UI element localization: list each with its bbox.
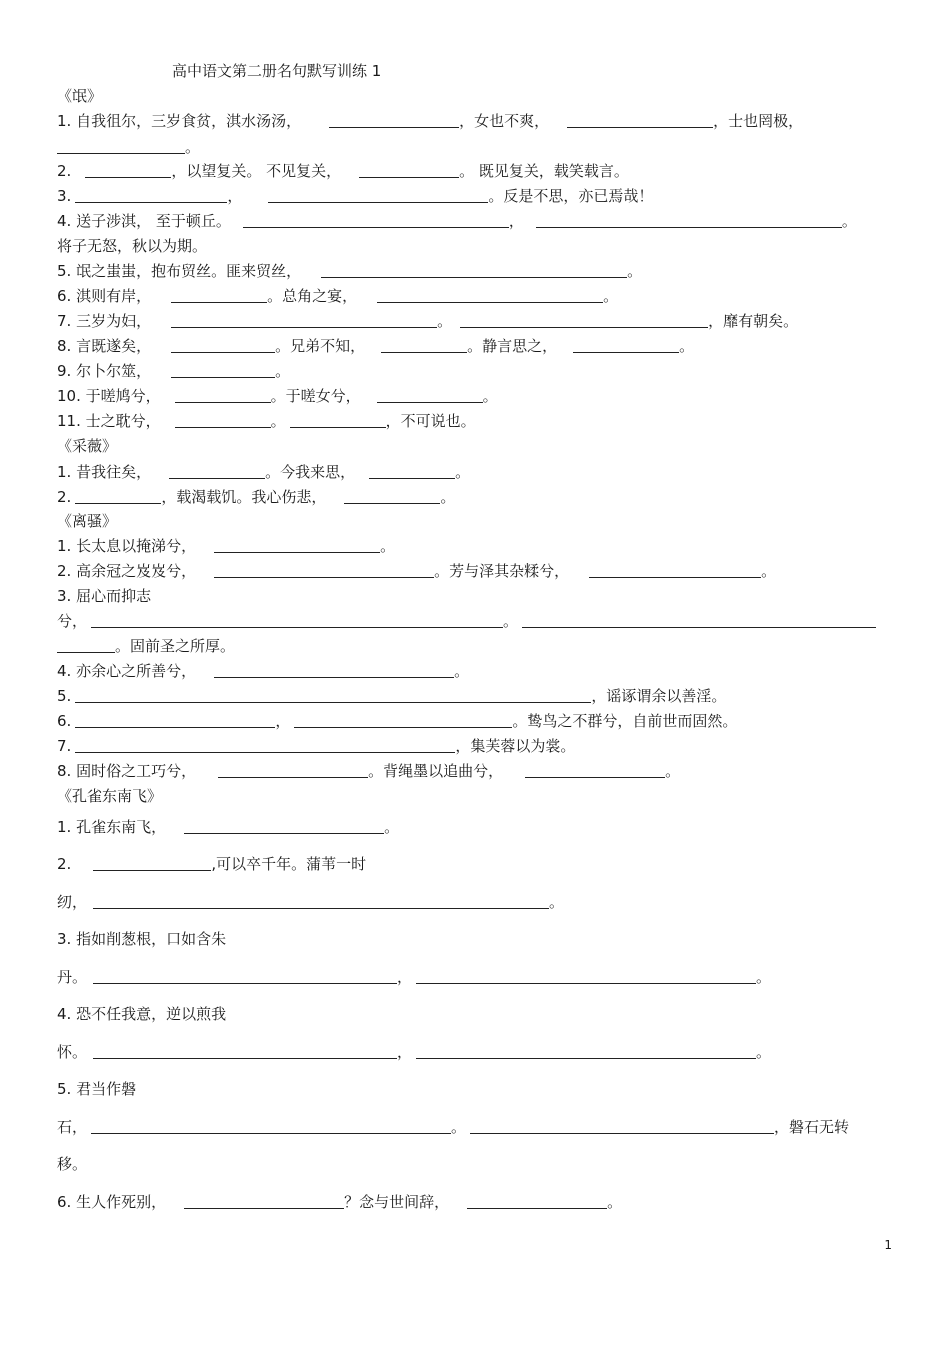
question-text: 10. 于嗟鸠兮， (57, 387, 161, 405)
question-line (57, 585, 900, 607)
answer-blank[interactable] (85, 156, 171, 178)
question-text: ， (397, 968, 413, 986)
answer-blank[interactable] (91, 606, 503, 628)
answer-blank[interactable] (536, 206, 842, 228)
page-number (884, 1238, 892, 1252)
answer-blank[interactable] (369, 457, 455, 479)
question-text: 6. 生人作死别， (57, 1193, 167, 1211)
question-line (57, 136, 900, 158)
answer-blank[interactable] (184, 812, 384, 834)
question-text: ,可以卒千年。蒲苇一时 (211, 855, 367, 873)
question-line (57, 1116, 900, 1138)
question-text: 1. 自我徂尔，三岁食贫，淇水汤汤， (57, 112, 302, 130)
answer-blank[interactable] (75, 731, 455, 753)
answer-blank[interactable] (243, 206, 509, 228)
question-text: 8. 言既遂矣， (57, 337, 152, 355)
question-text: 。于嗟女兮， (270, 387, 361, 405)
section-heading (57, 510, 900, 532)
question-line (57, 335, 900, 357)
question-line (57, 735, 900, 757)
answer-blank[interactable] (214, 656, 454, 678)
question-text: 高中语文第二册名句默写训练 1 (172, 62, 382, 80)
question-text: 。 (756, 968, 772, 986)
answer-blank[interactable] (93, 887, 549, 909)
question-line (57, 610, 900, 632)
question-line (57, 1153, 900, 1175)
question-line (57, 210, 900, 232)
question-text: ，集芙蓉以为裳。 (455, 737, 576, 755)
question-line (57, 110, 900, 132)
question-text: 7. (57, 737, 72, 755)
answer-blank[interactable] (171, 306, 437, 328)
question-text: 。 (275, 362, 291, 380)
question-text: ，女也不爽， (459, 112, 550, 130)
question-text: 。 (455, 463, 471, 481)
question-text: 。 (380, 537, 396, 555)
question-text: ，靡有朝矣。 (708, 312, 799, 330)
answer-blank[interactable] (344, 482, 440, 504)
question-text: 纫， (57, 893, 88, 911)
question-text: ，载渴载饥。我心伤悲， (161, 488, 327, 506)
question-text: 兮， (57, 612, 88, 630)
question-line (57, 928, 900, 950)
answer-blank[interactable] (75, 706, 275, 728)
question-text: 。鸷鸟之不群兮，自前世而固然。 (512, 712, 738, 730)
answer-blank[interactable] (184, 1187, 344, 1209)
question-text: 《孔雀东南飞》 (57, 787, 163, 805)
question-text: 2. (57, 488, 72, 506)
question-text: ， (227, 187, 243, 205)
question-text: 6. (57, 712, 72, 730)
answer-blank[interactable] (416, 1037, 756, 1059)
question-line (57, 1191, 900, 1213)
answer-blank[interactable] (381, 331, 467, 353)
answer-blank[interactable] (359, 156, 459, 178)
question-line (57, 710, 900, 732)
question-text: 4. 送子涉淇， 至于顿丘。 (57, 212, 231, 230)
question-text: 4. 恐不任我意，逆以煎我 (57, 1005, 227, 1023)
question-text: 丹。 (57, 968, 88, 986)
answer-blank[interactable] (470, 1112, 774, 1134)
question-line (57, 285, 900, 307)
question-text: 《采薇》 (57, 437, 118, 455)
answer-blank[interactable] (460, 306, 708, 328)
question-text: 5. 君当作磐 (57, 1080, 137, 1098)
question-text: ，磐石无转 (774, 1118, 850, 1136)
question-line (57, 760, 900, 782)
question-line (57, 966, 900, 988)
question-line (57, 685, 900, 707)
answer-blank[interactable] (214, 531, 380, 553)
answer-blank[interactable] (290, 406, 386, 428)
answer-blank[interactable] (75, 681, 591, 703)
question-line (57, 486, 900, 508)
answer-blank[interactable] (573, 331, 679, 353)
question-text: 。 (440, 488, 456, 506)
question-text: 。芳与泽其杂糅兮， (434, 562, 570, 580)
question-text: 1. 昔我往矣， (57, 463, 152, 481)
question-text: 7. 三岁为妇， (57, 312, 152, 330)
question-text: ，士也罔极， (713, 112, 804, 130)
question-text: 2. (57, 162, 72, 180)
question-line (57, 1003, 900, 1025)
question-text: 。 (185, 138, 201, 156)
question-line (57, 461, 900, 483)
answer-blank[interactable] (268, 181, 488, 203)
answer-blank[interactable] (214, 556, 434, 578)
question-text: 。今我来思， (265, 463, 356, 481)
question-text: 石， (57, 1118, 88, 1136)
answer-blank[interactable] (321, 256, 627, 278)
question-text: ， (397, 1043, 413, 1061)
question-text: 8. 固时俗之工巧兮， (57, 762, 197, 780)
answer-blank[interactable] (175, 406, 271, 428)
question-text: 。 (841, 212, 857, 230)
question-text: ，不可说也。 (385, 412, 476, 430)
answer-blank[interactable] (171, 331, 275, 353)
answer-blank[interactable] (525, 756, 665, 778)
question-line (57, 185, 900, 207)
question-line (57, 535, 900, 557)
question-text: 。静言思之， (467, 337, 558, 355)
question-text: ，以望复关。 不见复关， (171, 162, 342, 180)
answer-blank[interactable] (93, 962, 397, 984)
question-text: 5. (57, 687, 72, 705)
question-line (57, 410, 900, 432)
question-text: 2. 高余冠之岌岌兮， (57, 562, 197, 580)
question-text: 。兄弟不知， (275, 337, 366, 355)
answer-blank[interactable] (218, 756, 368, 778)
question-text: ， (508, 212, 524, 230)
question-text: ， (275, 712, 291, 730)
question-text: 。 (756, 1043, 772, 1061)
question-text: 。 (503, 612, 519, 630)
question-text: 4. 亦余心之所善兮， (57, 662, 197, 680)
question-text: 移。 (57, 1155, 88, 1173)
answer-blank[interactable] (169, 457, 265, 479)
question-text: 5. 氓之蚩蚩，抱布贸丝。匪来贸丝， (57, 262, 302, 280)
answer-blank[interactable] (75, 181, 227, 203)
question-line (57, 560, 900, 582)
question-text: 3. 指如削葱根，口如含朱 (57, 930, 227, 948)
question-text: 怀。 (57, 1043, 88, 1061)
section-heading (57, 435, 900, 457)
answer-blank[interactable] (57, 132, 185, 154)
answer-blank[interactable] (377, 381, 483, 403)
section-heading (57, 85, 900, 107)
question-line (57, 360, 900, 382)
answer-blank[interactable] (567, 106, 713, 128)
question-line (57, 635, 900, 657)
question-line (57, 385, 900, 407)
document-title (172, 60, 900, 82)
question-text: 《氓》 (57, 87, 103, 105)
question-text: 3. 屈心而抑志 (57, 587, 152, 605)
question-line (57, 310, 900, 332)
question-text: 。反是不思，亦已焉哉！ (488, 187, 654, 205)
question-text: 。 (451, 1118, 467, 1136)
question-text: 。 (603, 287, 619, 305)
question-text: 1 (884, 1238, 892, 1252)
question-line (57, 891, 900, 913)
question-text: 。 (270, 412, 286, 430)
question-text: 。 (761, 562, 777, 580)
answer-blank[interactable] (329, 106, 459, 128)
question-text: 。 (679, 337, 695, 355)
answer-blank[interactable] (467, 1187, 607, 1209)
question-line (57, 260, 900, 282)
question-text: 。 (437, 312, 453, 330)
question-text: ？念与世间辞， (344, 1193, 450, 1211)
question-text: ，谣诼谓余以善淫。 (591, 687, 727, 705)
answer-blank[interactable] (171, 281, 267, 303)
answer-blank[interactable] (57, 631, 115, 653)
question-text: 。固前圣之所厚。 (115, 637, 236, 655)
answer-blank[interactable] (75, 482, 161, 504)
question-text: 。 既见复关，载笑载言。 (459, 162, 629, 180)
question-line (57, 235, 900, 257)
question-text: 9. 尔卜尔筮， (57, 362, 152, 380)
answer-blank[interactable] (589, 556, 761, 578)
question-line (57, 160, 900, 182)
question-text: 。 (549, 893, 565, 911)
answer-blank[interactable] (522, 606, 876, 628)
answer-blank[interactable] (175, 381, 271, 403)
question-text: 2. (57, 855, 72, 873)
question-text: 1. 孔雀东南飞， (57, 818, 167, 836)
question-text: 。 (384, 818, 400, 836)
question-line (57, 1078, 900, 1100)
answer-blank[interactable] (171, 356, 275, 378)
question-text: 。 (607, 1193, 623, 1211)
question-text: 。背绳墨以追曲兮， (368, 762, 504, 780)
question-text: 。 (482, 387, 498, 405)
answer-blank[interactable] (416, 962, 756, 984)
question-text: 。总角之宴， (267, 287, 358, 305)
question-text: 《离骚》 (57, 512, 118, 530)
question-text: 。 (665, 762, 681, 780)
answer-blank[interactable] (93, 1037, 397, 1059)
question-line (57, 853, 900, 875)
question-line (57, 1041, 900, 1063)
question-line (57, 816, 900, 838)
question-text: 6. 淇则有岸， (57, 287, 152, 305)
question-text: 1. 长太息以掩涕兮， (57, 537, 197, 555)
question-line (57, 660, 900, 682)
answer-blank[interactable] (377, 281, 603, 303)
question-text: 。 (627, 262, 643, 280)
question-text: 将子无怒，秋以为期。 (57, 237, 208, 255)
answer-blank[interactable] (294, 706, 512, 728)
answer-blank[interactable] (91, 1112, 451, 1134)
question-text: 。 (454, 662, 470, 680)
question-text: 11. 士之耽兮， (57, 412, 161, 430)
question-text: 3. (57, 187, 72, 205)
section-heading (57, 785, 900, 807)
answer-blank[interactable] (93, 849, 211, 871)
